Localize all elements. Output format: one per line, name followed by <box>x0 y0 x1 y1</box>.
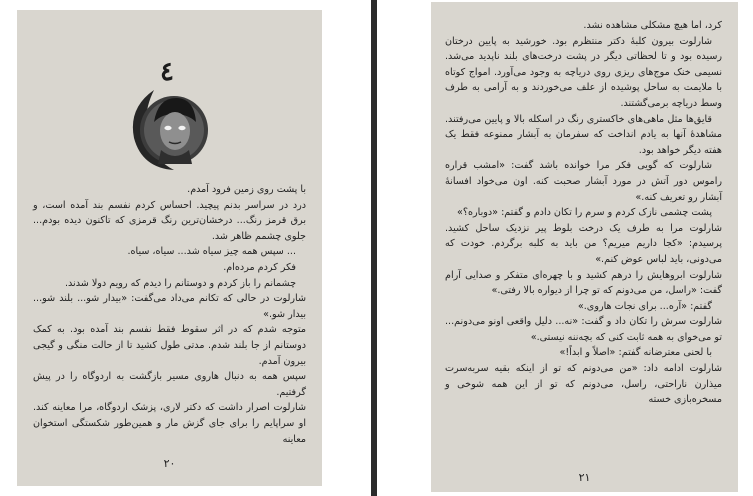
paragraph: با لحنی معترضانه گفتم: «اصلاً و ابداً!» <box>559 347 712 359</box>
paragraph: پشت چشمی نازک کردم و سرم را تکان دادم و گفتم: «دوباره؟» <box>457 207 712 219</box>
paragraph: چشمانم را باز کردم و دوستانم را دیدم که رویم دولا شدند. <box>64 277 296 289</box>
paragraph: شارلوت در حالی که تکانم می‌داد می‌گفت: «بیدار شو... بلند شو... بیدار شو.» <box>33 293 306 320</box>
paragraph: شارلوت مرا به طرف یک درخت بلوط پیر نزدیک ساحل کشید. پرسیدم: «کجا داریم میریم؟ من باید به کلبه برگردم. خودت که می‌دونی، باید لباس عوض کنم.» <box>445 222 722 265</box>
paragraph: شارلوت که گویی فکر مرا خوانده باشد گفت: «امشب قراره راموس دور آتش در مورد آبشار صحبت کنه. اون می‌خواد افسانهٔ آبشار رو تعریف کنه.» <box>445 160 722 203</box>
paragraph: ... سپس همه چیز سیاه شد... سیاه، سیاه. <box>127 246 296 258</box>
paragraph: شارلوت اصرار داشت که دکتر لاری، پزشک اردوگاه، مرا معاینه کند. او سراپایم را برای جای گزش مار و همین‌طور شکستگی استخوان معاینه <box>33 402 306 445</box>
paragraph: فکر کردم مرده‌ام. <box>223 261 296 273</box>
book-spine-divider <box>371 0 377 496</box>
paragraph: شارلوت سرش را تکان داد و گفت: «نه... دلیل واقعی اونو می‌دونم... تو می‌خوای به همه ثابت کنی که بچه‌ننه نیستی.» <box>445 316 722 343</box>
paragraph: با پشت روی زمین فرود آمدم. <box>187 184 306 195</box>
paragraph: شارلوت بیرون کلبهٔ دکتر منتظرم بود. خورشید به پایین درختان رسیده بود و تا لحظاتی دیگر در پشت درخت‌های بلند ناپدید می‌شد. نسیمی خنک موج‌های ریزی روی دریاچه به وجود می‌آورد. امواج کوتاه با ملایمت به ساحل پوشیده از علف می‌خوردند و به آرامی به طرف وسط دریاچه برمی‌گشتند. <box>445 35 722 109</box>
chapter-number: ٤ <box>160 57 174 87</box>
paragraph: شارلوت ادامه داد: «من می‌دونم که تو از اینکه بقیه سربه‌سرت میذارن ناراحتی، راسل، می‌دونم که تو از این همه شوخی و مسخره‌بازی خسته <box>445 363 722 406</box>
right-book-page <box>431 2 738 492</box>
page-number: ٢٠ <box>163 457 176 470</box>
paragraph: گفتم: «آره... برای نجات هاروی.» <box>577 300 712 312</box>
paragraph: قایق‌ها مثل ماهی‌های خاکستری رنگ در اسکله بالا و پایین می‌رفتند. مشاهدهٔ آنها به یادم انداخت که سفرمان به آبشار ممنوعه فقط یک هفته دیگر خواهد بود. <box>445 113 722 156</box>
paragraph: کرد، اما هیچ مشکلی مشاهده نشد. <box>583 20 722 31</box>
paragraph: متوجه شدم که در اثر سقوط فقط نفسم بند آمده بود. به کمک دوستانم از جا بلند شدم. مدتی طول کشید تا از حالت منگی و گیجی بیرون آمدم. <box>33 324 306 367</box>
page-number: ٢١ <box>578 471 591 484</box>
paragraph: شارلوت ابروهایش را درهم کشید و با چهره‌ای متفکر و صدایی آرام گفت: «راسل، من می‌دونم که تو چرا از دیواره بالا رفتی.» <box>445 269 722 297</box>
paragraph: سپس همه به دنبال هاروی مسیر بازگشت به اردوگاه را در پیش گرفتیم. <box>33 371 306 398</box>
chapter-portrait-emblem <box>124 76 214 176</box>
paragraph: درد در سراسر بدنم پیچید. احساس کردم نفسم بند آمده است، و برق قرمز رنگ... درخشان‌ترین رنگ قرمزی که تاکنون دیده بودم... جلوی چشمم ظاهر شد. <box>33 199 306 242</box>
left-book-page <box>17 10 322 486</box>
